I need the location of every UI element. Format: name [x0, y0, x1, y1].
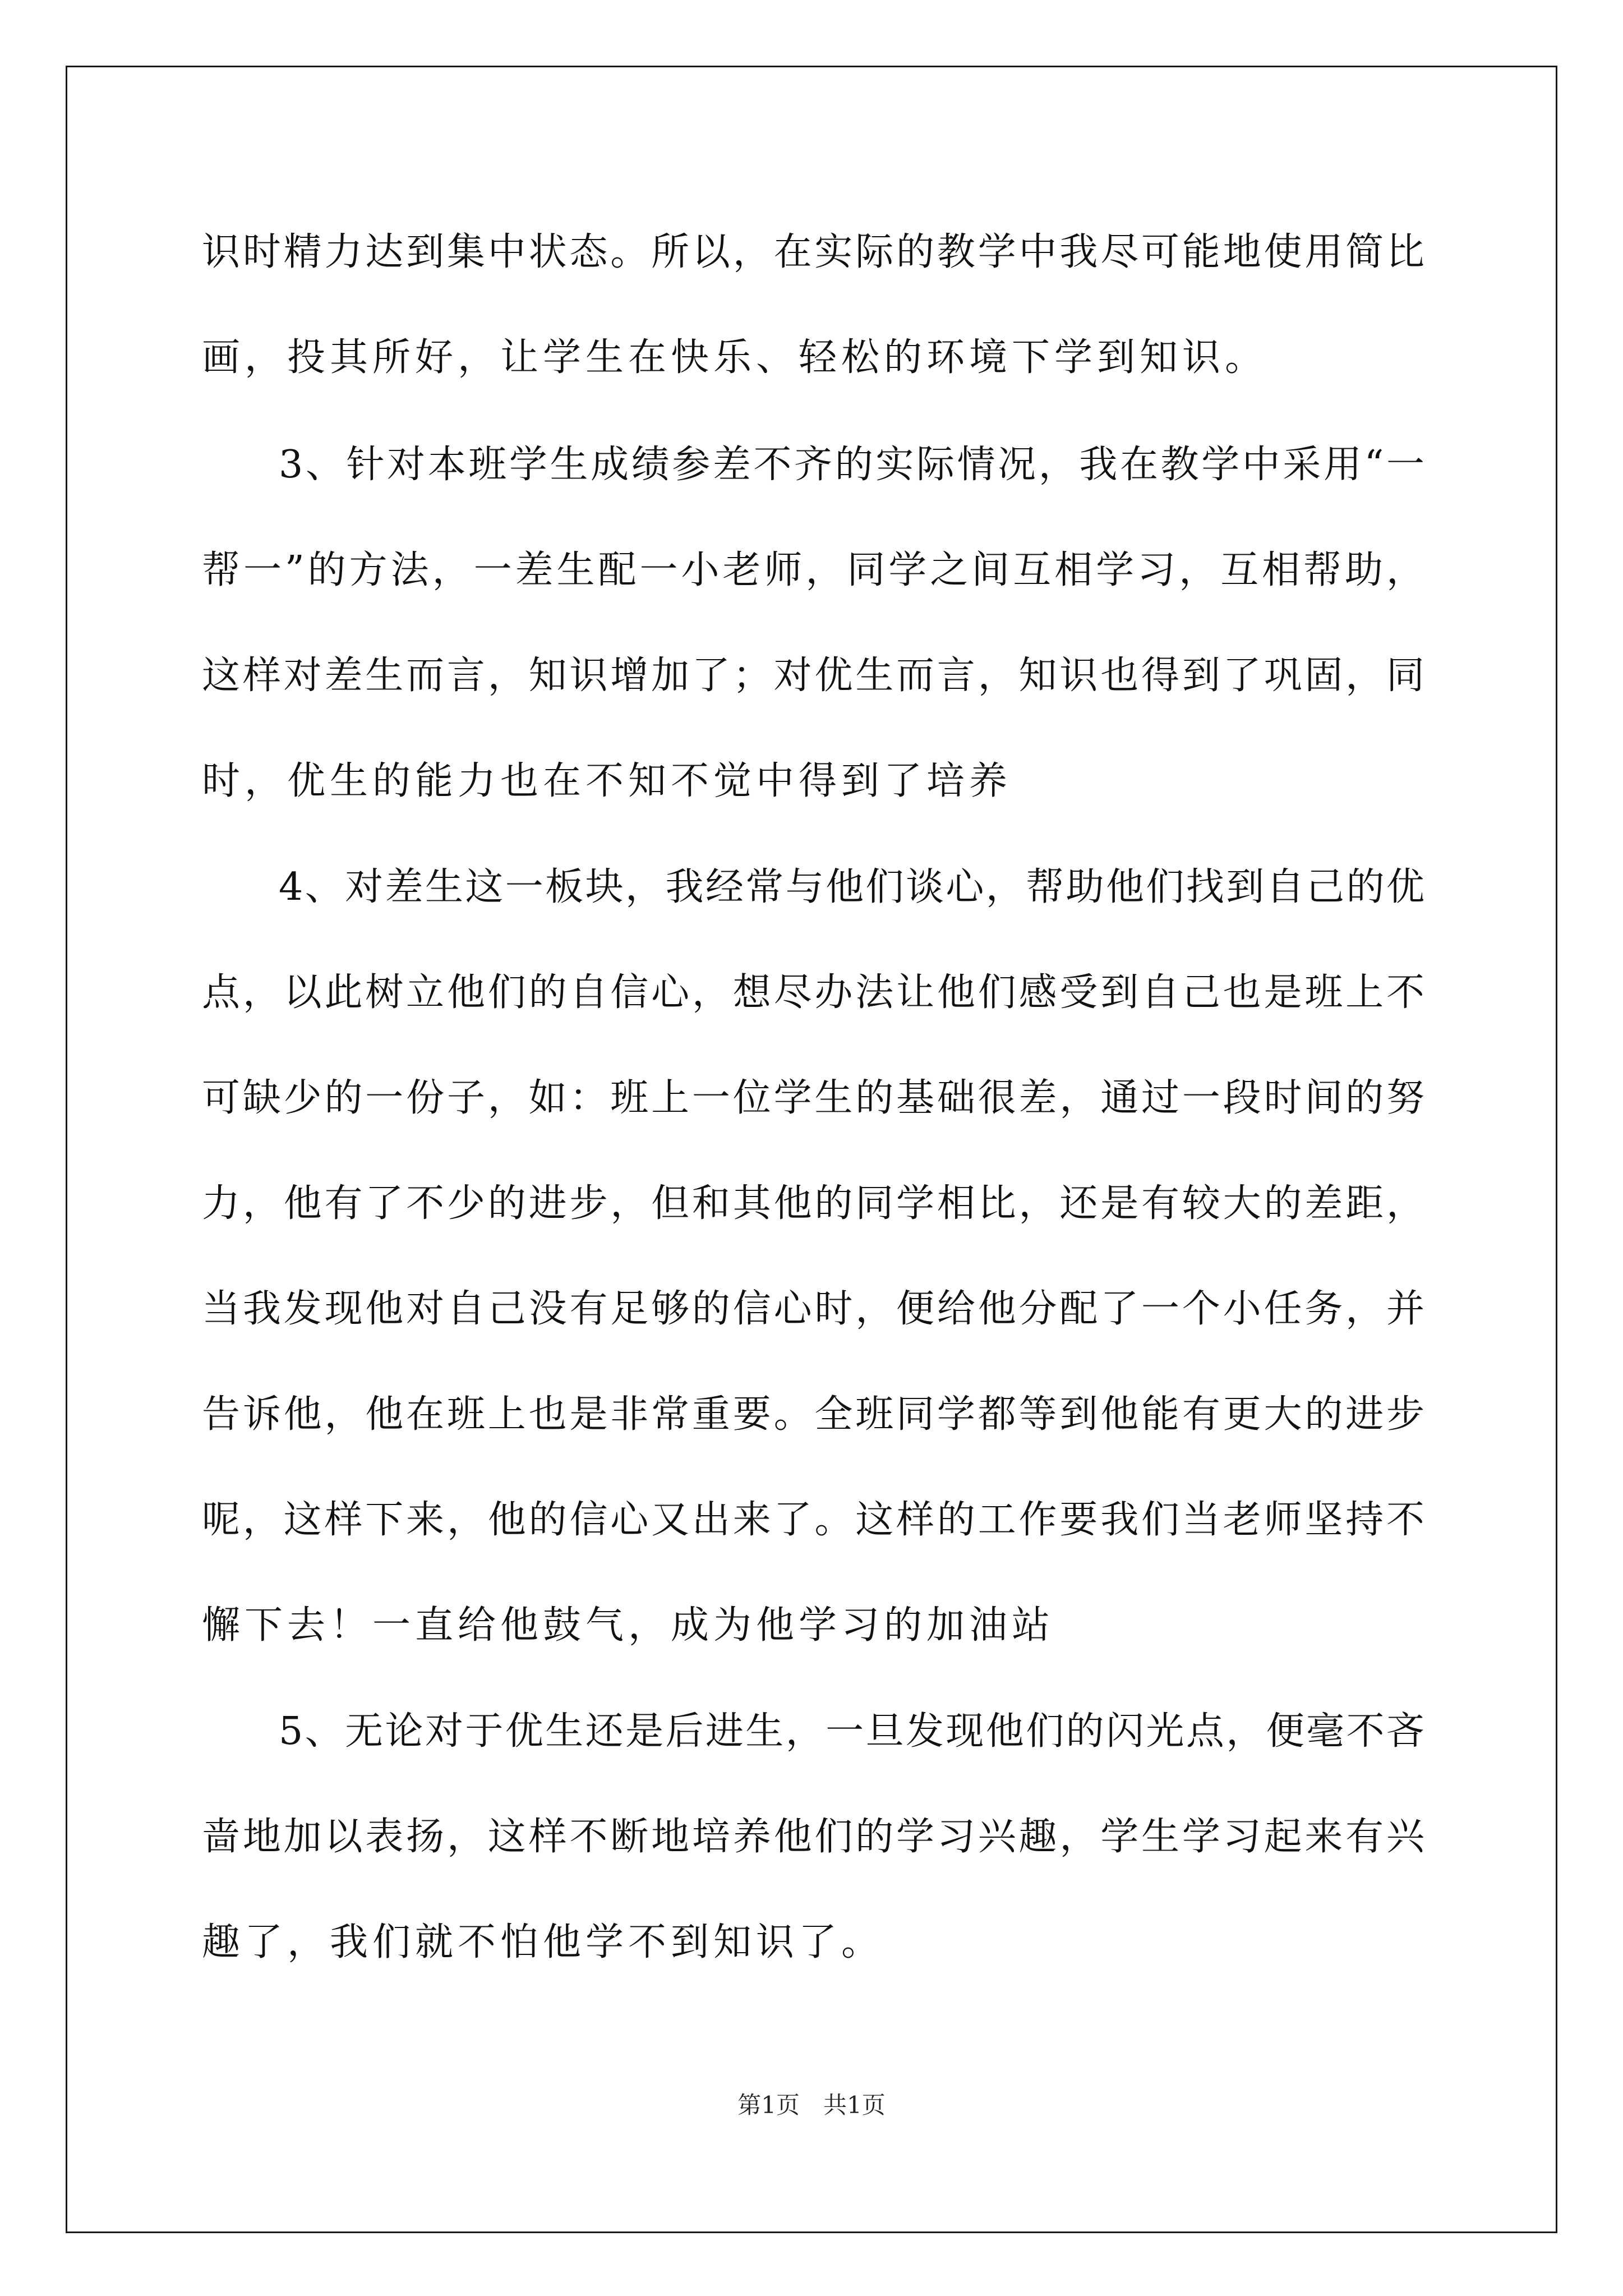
text-line: 可缺少的一份子，如：班上一位学生的基础很差，通过一段时间的努	[202, 1076, 1424, 1120]
text-line: 力，他有了不少的进步，但和其他的同学相比，还是有较大的差距，	[202, 1181, 1424, 1226]
text-line: 告诉他，他在班上也是非常重要。全班同学都等到他能有更大的进步	[202, 1392, 1424, 1437]
text-line: 识时精力达到集中状态。所以，在实际的教学中我尽可能地使用简比	[202, 230, 1424, 274]
text-line: 这样对差生而言，知识增加了；对优生而言，知识也得到了巩固，同	[202, 654, 1424, 698]
text-line: 当我发现他对自己没有足够的信心时，便给他分配了一个小任务，并	[202, 1287, 1424, 1331]
text-line: 画，投其所好，让学生在快乐、轻松的环境下学到知识。	[202, 335, 1268, 380]
text-line: 点，以此树立他们的自信心，想尽办法让他们感受到自己也是班上不	[202, 970, 1424, 1015]
paragraph-3-start: 3、针对本班学生成绩参差不齐的实际情况，我在教学中采用“一	[279, 443, 1424, 487]
text-line: 啬地加以表扬，这样不断地培养他们的学习兴趣，学生学习起来有兴	[202, 1815, 1424, 1859]
text-line: 趣了，我们就不怕他学不到知识了。	[202, 1920, 884, 1964]
text-line: 呢，这样下来，他的信心又出来了。这样的工作要我们当老师坚持不	[202, 1498, 1424, 1542]
text-line: 帮一”的方法，一差生配一小老师，同学之间互相学习，互相帮助，	[202, 548, 1424, 592]
page-border	[66, 66, 1557, 2233]
text-line: 懈下去！一直给他鼓气，成为他学习的加油站	[202, 1603, 1055, 1648]
page-number-footer: 第1页 共1页	[737, 2091, 886, 2119]
text-line: 时，优生的能力也在不知不觉中得到了培养	[202, 759, 1012, 803]
paragraph-4-start: 4、对差生这一板块，我经常与他们谈心，帮助他们找到自己的优	[279, 865, 1424, 909]
paragraph-5-start: 5、无论对于优生还是后进生，一旦发现他们的闪光点，便毫不吝	[279, 1709, 1424, 1754]
